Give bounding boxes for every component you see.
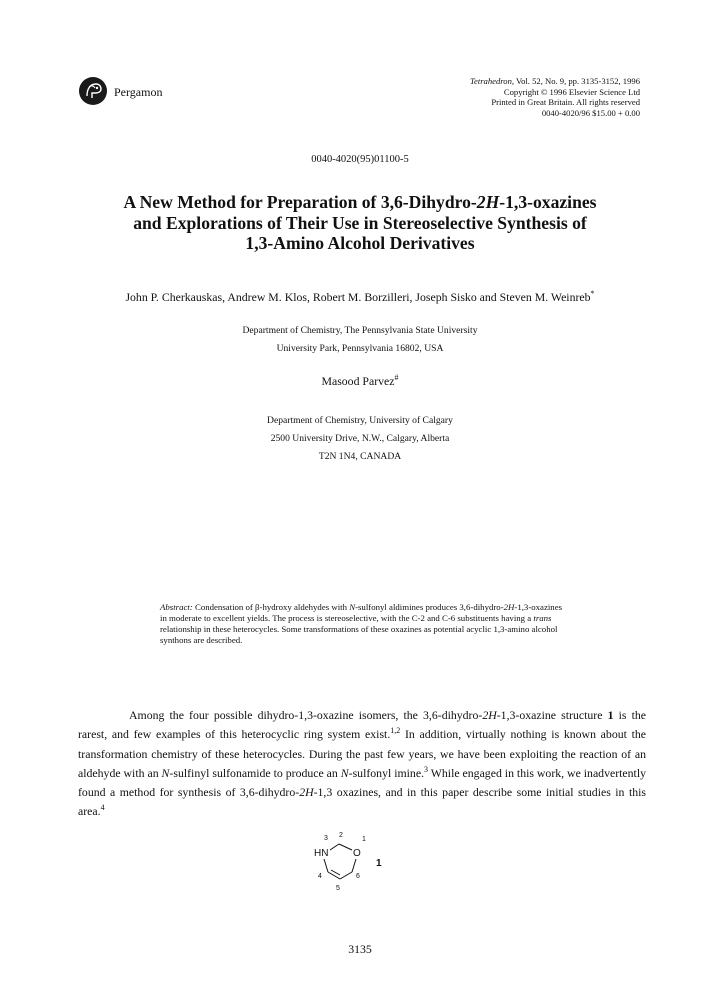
oxazine-structure-diagram [300,826,420,908]
locant-6: 6 [356,873,360,880]
oxygen-atom: O [353,848,361,859]
issn-price: 0040-4020/96 $15.00 + 0.00 [541,107,640,118]
pergamon-logo-icon [78,76,108,106]
nh-atom: HN [314,848,329,859]
locant-4: 4 [318,873,322,880]
locant-3: 3 [324,835,328,842]
affiliation-penn-state: Department of Chemistry, The Pennsylvania State University University Park, Pennsylvania 16802, USA [242,325,478,354]
journal-info [360,76,640,118]
author-list: John P. Cherkauskas, Andrew M. Klos, Robert M. Borzilleri, Joseph Sisko and Steven M. Weinreb* [125,289,595,304]
abstract: Abstract: Condensation of β-hydroxy aldehydes with N-sulfonyl aldimines produces 3,6-dihydro-2H-1,3-oxazines in moderate to excellent yields. The process is stereoselective, with the C-2 and C-6 substituents having a trans relationship in these heterocycles. Some transformations of these oxazines as potential acyclic 1,3-amino alcohol synthons are described. [160,602,563,645]
printed-line: Printed in Great Britain. All rights reserved [491,97,640,108]
locant-2: 2 [339,832,343,839]
body-paragraph: Among the four possible dihydro-1,3-oxazine isomers, the 3,6-dihydro-2H-1,3-oxazine structure 1 is the rarest, and few examples of this heterocyclic ring system exist.$^{1,2}$ In addition, virtually nothing is known about the transformation chemistry of these heterocycles. During the past few years, we have been exploiting the reaction of an aldehyde with an N-sulfinyl sulfonamide to produce an N-sulfonyl imine.$^3$ While engaged in this work, we inadvertently found a method for synthesis of 3,6-dihydro-2H-1,3 oxazines, and in this paper describe some initial studies in this area.$^4$ [78,708,647,819]
paper-title: A New Method for Preparation of 3,6-Dihydro-2H-1,3-oxazines and Explorations of Their Use in Stereoselective Synthesis of 1,3-Amino Alcohol Derivatives [123,192,597,253]
affiliation-calgary: Department of Chemistry, University of Calgary 2500 University Drive, N.W., Calgary, Alberta T2N 1N4, CANADA [267,415,453,462]
doi: 0040-4020(95)01100-5 [311,154,409,165]
locant-5: 5 [336,885,340,892]
compound-number: 1 [376,858,382,869]
publisher-name: Pergamon [114,85,163,99]
copyright-line: Copyright © 1996 Elsevier Science Ltd [503,86,640,97]
page-number: 3135 [348,942,372,956]
journal-citation: Tetrahedron, Vol. 52, No. 9, pp. 3135-3152, 1996 [470,76,640,86]
locant-1: 1 [362,836,366,843]
second-author: Masood Parvez# [321,373,399,388]
